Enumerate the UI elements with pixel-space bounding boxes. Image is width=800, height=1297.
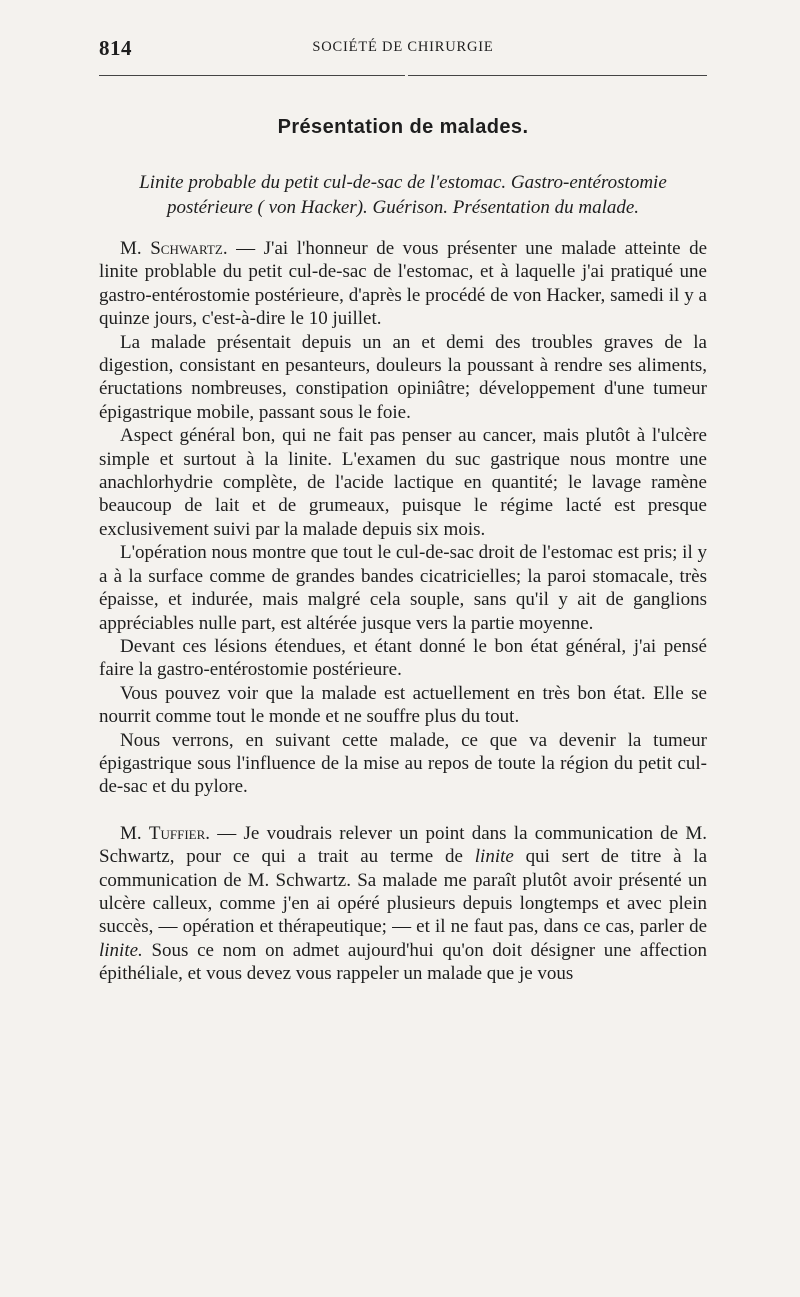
speaker-prefix: M.	[120, 238, 142, 259]
speaker-name: Schwartz.	[150, 238, 228, 259]
section-title: Présentation de malades.	[277, 116, 529, 138]
italic-term: linite	[474, 846, 514, 868]
paragraph-text: Sous ce nom on admet aujourd'hui qu'on doit désigner une affection épithéliale, et vous devez vous rappeler un malade que je vous	[99, 939, 707, 985]
case-subtitle	[99, 170, 707, 220]
paragraph: Nous verrons, en suivant cette malade, ce que va devenir la tumeur épigastrique sous l'influence de la mise au repos de toute la région du petit cul-de-sac et du pylore.	[99, 729, 707, 798]
body-text	[99, 237, 707, 986]
speaker-prefix: M.	[120, 822, 142, 844]
paragraph-tuffier	[99, 822, 707, 986]
page-number: 814	[99, 36, 132, 60]
paragraph-text: qui sert de titre à la communication de M. Schwartz. Sa malade me paraît plutôt avoir présenté un ulcère calleux, comme j'en ai opéré plusieurs depuis longtemps et avec plein succès, — opération et thérapeutique; — et il ne faut pas, dans ce cas, parler de	[99, 846, 708, 938]
paragraph: Devant ces lésions étendues, et étant donné le bon état général, j'ai pensé faire la gastro-entérostomie postérieure.	[99, 635, 707, 681]
paragraph: La malade présentait depuis un an et demi des troubles graves de la digestion, consistant en pesanteurs, douleurs la poussant à rendre ses aliments, éructations nombreuses, constipation opiniâtre; développement d'une tumeur épigastrique mobile, passant sous le foie.	[99, 331, 707, 423]
paragraph: Aspect général bon, qui ne fait pas penser au cancer, mais plutôt à l'ulcère simple et surtout à la linite. L'examen du suc gastrique nous montre une anachlorhydrie complète, de l'acide lactique en quantité; le lavage ramène beaucoup de lait et de grumeaux, puisque le régime lacté est presque exclusivement suivi par la malade depuis six mois.	[99, 425, 707, 540]
paragraph-text: — Je voudrais relever un point dans la communication de M. Schwartz, pour ce qui a trait au terme de	[99, 822, 707, 868]
paragraph-schwartz	[99, 237, 707, 331]
header-rule-left	[99, 75, 405, 76]
running-head: SOCIÉTÉ DE CHIRURGIE	[312, 39, 494, 55]
subtitle-line-1: Linite probable du petit cul-de-sac de l'estomac. Gastro-entérostomie	[139, 172, 667, 193]
paragraph-text: — J'ai l'honneur de vous présenter une malade atteinte de linite problable du petit cul-de-sac de l'estomac, et à laquelle j'ai pratiqué une gastro-entérostomie postérieure, d'après le procédé de von Hacker, samedi il y a quinze jours, c'est-à-dire le 10 juillet.	[99, 238, 708, 330]
subtitle-line-2: postérieure ( von Hacker). Guérison. Présentation du malade.	[166, 197, 640, 218]
paragraph: Vous pouvez voir que la malade est actuellement en très bon état. Elle se nourrit comme tout le monde et ne souffre plus du tout.	[99, 682, 707, 728]
page-header	[99, 36, 707, 58]
italic-term: linite.	[99, 939, 143, 961]
header-rule-right	[408, 75, 707, 76]
paragraph: L'opération nous montre que tout le cul-de-sac droit de l'estomac est pris; il y a à la surface comme de grandes bandes cicatricielles; la paroi stomacale, très épaisse, et indurée, mais malgré cela souple, sans qu'il y ait de ganglions appréciables nulle part, est altérée jusque vers la partie moyenne.	[99, 542, 707, 634]
speaker-name: Tuffier.	[148, 822, 211, 844]
